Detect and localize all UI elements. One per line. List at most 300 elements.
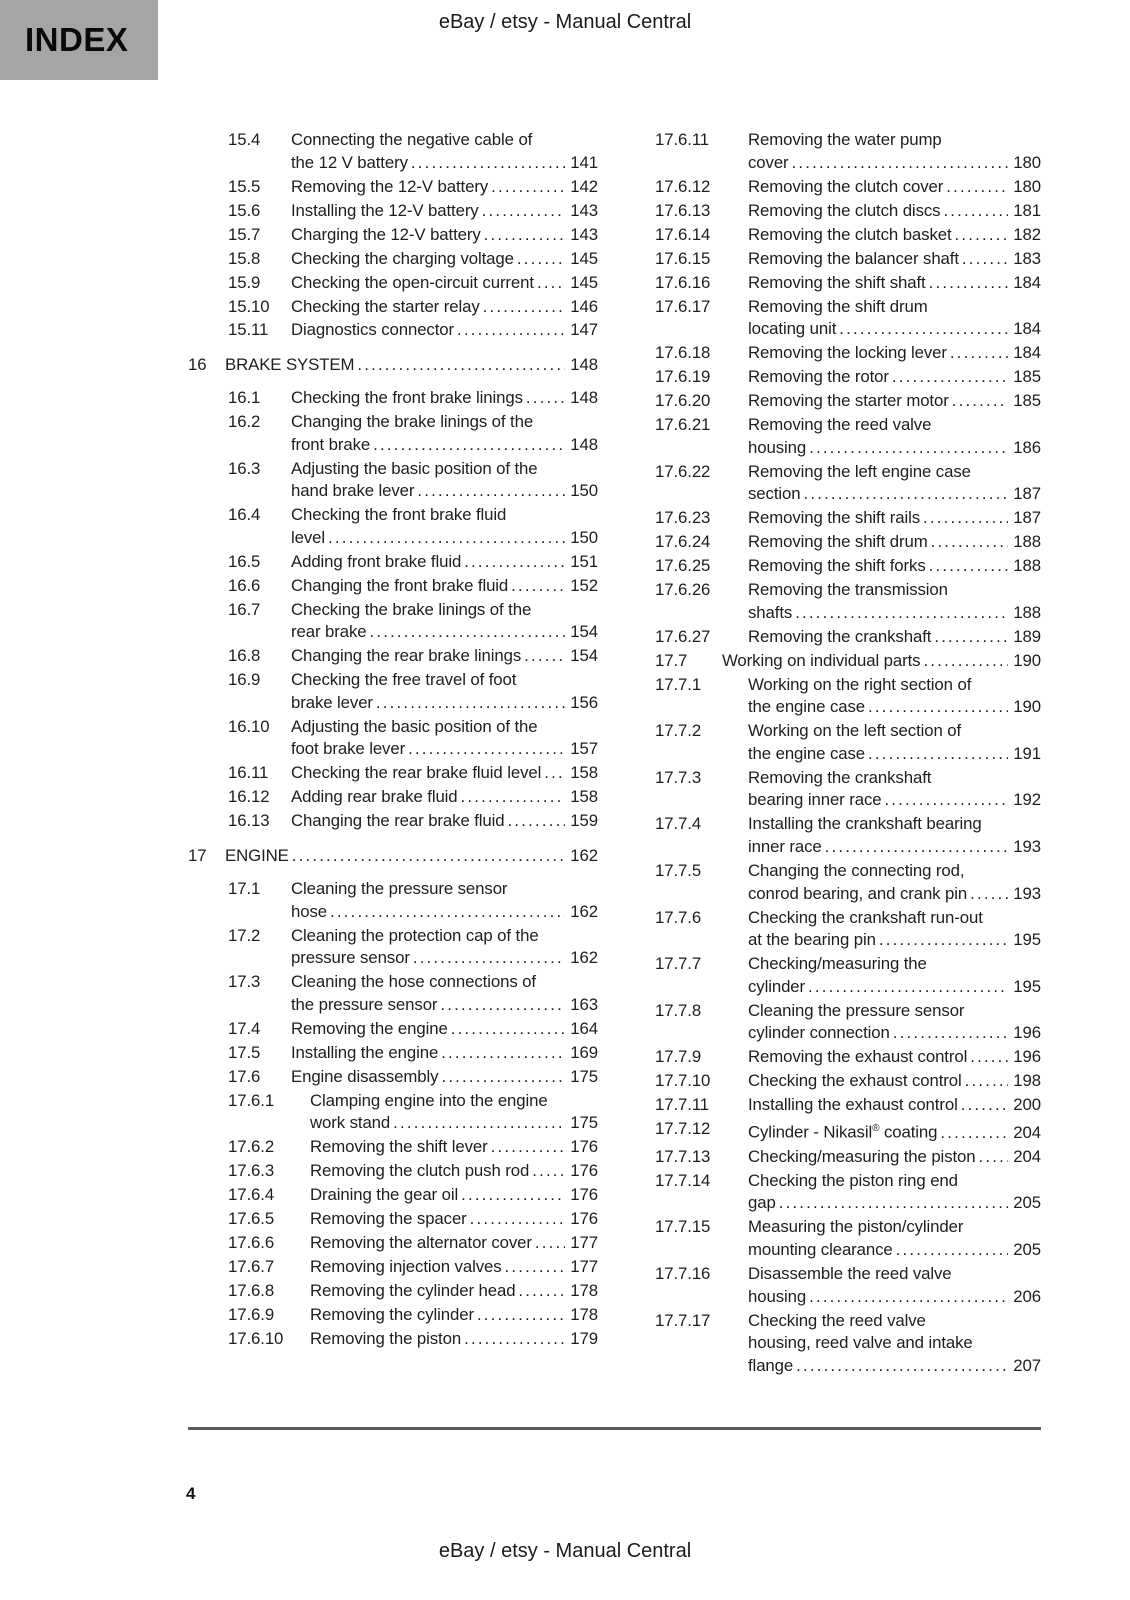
toc-entry-number: 16 — [188, 355, 207, 375]
toc-entry-text: Changing the front brake fluid — [291, 575, 509, 595]
toc-entry-number: 17.6.21 — [655, 415, 711, 435]
toc-entry-line — [748, 1022, 1041, 1045]
toc-entry-number: 17.6.12 — [655, 176, 711, 196]
toc-entry-text: Removing the shift drum — [748, 532, 928, 552]
toc-entry — [188, 845, 598, 868]
toc-entry — [655, 1000, 1041, 1045]
toc-entry-line — [722, 650, 1041, 673]
toc-entry-number: 15.10 — [228, 296, 270, 316]
toc-entry-line — [291, 387, 598, 410]
toc-entry-text: Removing the shift forks — [748, 556, 926, 576]
toc-entry-line: Cleaning the hose connections of — [291, 972, 536, 992]
toc-entry-page: 184 — [1013, 272, 1041, 292]
toc-entry-number: 17.7.9 — [655, 1047, 702, 1067]
toc-column-left — [188, 129, 598, 1379]
toc-entry-body — [291, 925, 598, 970]
toc-entry-text: housing — [748, 437, 807, 457]
toc-entry — [188, 354, 598, 377]
dot-leader — [517, 248, 565, 271]
toc-entry — [655, 579, 1041, 624]
dot-leader — [808, 976, 1008, 999]
toc-entry-page: 187 — [1013, 508, 1041, 528]
toc-entry-body — [748, 1118, 1041, 1144]
toc-entry — [655, 1170, 1041, 1215]
toc-entry — [188, 810, 598, 833]
toc-entry-text: Checking the exhaust control — [748, 1071, 962, 1091]
toc-entry-text: the 12 V battery — [291, 152, 408, 172]
toc-entry-line — [310, 1184, 598, 1207]
toc-entry-text: Checking the charging voltage — [291, 248, 514, 268]
toc-entry-line: Removing the left engine case — [748, 461, 971, 481]
toc-entry-number: 17.6.13 — [655, 200, 711, 220]
toc-entry-body — [310, 1304, 598, 1327]
toc-entry-body — [291, 1018, 598, 1041]
toc-entry-text: Removing the shift rails — [748, 508, 921, 528]
toc-entry-text: the engine case — [748, 743, 865, 763]
dot-leader — [393, 1112, 565, 1135]
toc-entry — [188, 1184, 598, 1207]
toc-entry-page: 154 — [570, 622, 598, 642]
toc-entry-page: 177 — [570, 1233, 598, 1253]
toc-entry-line: Working on the left section of — [748, 721, 962, 741]
toc-entry — [655, 366, 1041, 389]
toc-entry — [188, 1090, 598, 1135]
toc-entry-page: 190 — [1013, 650, 1041, 670]
toc-entry-line — [291, 762, 598, 785]
toc-entry-text: Checking the front brake linings — [291, 388, 523, 408]
toc-entry-line — [748, 1118, 1041, 1144]
dot-leader — [970, 1046, 1008, 1069]
toc-entry-page: 182 — [1013, 224, 1041, 244]
toc-entry-number: 17.7.10 — [655, 1071, 711, 1091]
toc-entry-line — [291, 200, 598, 223]
toc-entry-line — [291, 152, 598, 175]
toc-entry-line — [310, 1112, 598, 1135]
toc-entry-text: rear brake — [291, 622, 367, 642]
toc-entry-number: 17.6.22 — [655, 461, 711, 481]
toc-entry-line: Removing the transmission — [748, 580, 948, 600]
toc-entry-text: gap — [748, 1193, 776, 1213]
toc-entry-text: Removing the rotor — [748, 367, 889, 387]
toc-entry-body — [748, 555, 1041, 578]
toc-entry-body — [291, 411, 598, 456]
toc-entry-body — [291, 296, 598, 319]
toc-entry-text: Removing the locking lever — [748, 343, 947, 363]
toc-entry-page: 147 — [570, 320, 598, 340]
toc-entry — [655, 626, 1041, 649]
toc-entry-line — [748, 602, 1041, 625]
dot-leader — [535, 1232, 565, 1255]
dot-leader — [526, 387, 565, 410]
toc-entry-page: 176 — [570, 1209, 598, 1229]
toc-entry-page: 196 — [1013, 1023, 1041, 1043]
footer-divider — [188, 1427, 1041, 1430]
toc-entry-page: 180 — [1013, 176, 1041, 196]
dot-leader — [970, 883, 1008, 906]
toc-entry-body — [748, 1170, 1041, 1215]
toc-entry-number: 17.6.26 — [655, 580, 711, 600]
toc-entry-text: housing — [748, 1286, 807, 1306]
toc-entry-body — [748, 296, 1041, 341]
toc-entry-line — [748, 483, 1041, 506]
toc-entry-line: Cleaning the pressure sensor — [748, 1000, 965, 1020]
toc-entry-page: 164 — [570, 1018, 598, 1038]
toc-entry-text: Removing the clutch cover — [748, 176, 944, 196]
toc-entry-line: Checking the crankshaft run-out — [748, 907, 983, 927]
toc-entry-page: 193 — [1013, 837, 1041, 857]
toc-entry-line — [291, 901, 598, 924]
toc-entry — [188, 1208, 598, 1231]
toc-entry-text: inner race — [748, 837, 822, 857]
toc-entry — [655, 674, 1041, 719]
dot-leader — [461, 1184, 565, 1207]
dot-leader — [868, 696, 1008, 719]
toc-entry-page: 186 — [1013, 437, 1041, 457]
toc-entry-page: 196 — [1013, 1047, 1041, 1067]
toc-entry — [655, 461, 1041, 506]
toc-entry-line — [291, 1066, 598, 1089]
toc-entry-text: Adding front brake fluid — [291, 551, 462, 571]
toc-entry-line — [748, 1070, 1041, 1093]
toc-entry-text: hand brake lever — [291, 481, 415, 501]
toc-entry-text: bearing inner race — [748, 790, 882, 810]
toc-entry-body — [748, 1263, 1041, 1308]
dot-leader — [408, 738, 565, 761]
toc-entry-page: 205 — [1013, 1193, 1041, 1213]
toc-entry-page: 152 — [570, 575, 598, 595]
toc-entry-number: 17.7.2 — [655, 721, 702, 741]
toc-entry-page: 175 — [570, 1113, 598, 1133]
toc-entry-page: 190 — [1013, 697, 1041, 717]
toc-entry-body — [310, 1136, 598, 1159]
toc-entry-line: housing, reed valve and intake — [748, 1333, 973, 1353]
toc-entry-page: 195 — [1013, 930, 1041, 950]
toc-entry-number: 17.6.7 — [228, 1257, 275, 1277]
toc-entry — [655, 813, 1041, 858]
dot-leader — [923, 507, 1008, 530]
toc-entry-body — [748, 342, 1041, 365]
toc-entry-text: Changing the rear brake linings — [291, 646, 522, 666]
toc-entry-line: Checking/measuring the — [748, 954, 927, 974]
toc-entry-body — [225, 845, 598, 868]
toc-entry-body — [291, 599, 598, 644]
toc-entry-line — [748, 976, 1041, 999]
toc-entry-page: 193 — [1013, 883, 1041, 903]
toc-entry — [655, 1094, 1041, 1117]
toc-entry-text: Removing the piston — [310, 1329, 462, 1349]
dot-leader — [962, 248, 1008, 271]
dot-leader — [884, 789, 1008, 812]
dot-leader — [796, 1355, 1008, 1378]
toc-entry-line: Cleaning the pressure sensor — [291, 879, 508, 899]
toc-entry-text: Checking the rear brake fluid level — [291, 763, 542, 783]
toc — [188, 129, 1041, 1379]
dot-leader — [809, 437, 1008, 460]
toc-entry-text: Removing the shift lever — [310, 1137, 488, 1157]
toc-entry-page: 148 — [570, 355, 598, 375]
toc-entry-text: Removing the exhaust control — [748, 1047, 968, 1067]
dot-leader — [461, 786, 566, 809]
toc-entry-line — [748, 318, 1041, 341]
toc-entry-line — [748, 1239, 1041, 1262]
toc-entry-page: 148 — [570, 434, 598, 454]
toc-entry-line — [310, 1256, 598, 1279]
toc-entry-text: Removing the 12-V battery — [291, 176, 489, 196]
toc-entry — [188, 1304, 598, 1327]
toc-entry-text: shafts — [748, 602, 793, 622]
toc-entry-number: 17 — [188, 846, 207, 866]
dot-leader — [537, 272, 565, 295]
toc-entry-text: Removing the balancer shaft — [748, 248, 959, 268]
toc-entry-line — [748, 342, 1041, 365]
toc-entry-page: 142 — [570, 176, 598, 196]
toc-entry-line: Checking the free travel of foot — [291, 670, 517, 690]
toc-entry-number: 16.7 — [228, 599, 261, 619]
toc-entry-text: Removing the spacer — [310, 1209, 467, 1229]
toc-entry — [188, 296, 598, 319]
toc-entry-body — [310, 1232, 598, 1255]
toc-entry-page: 178 — [570, 1281, 598, 1301]
toc-entry-text: mounting clearance — [748, 1240, 893, 1259]
toc-entry-text: Removing the cylinder — [310, 1305, 474, 1325]
toc-entry-line — [748, 152, 1041, 175]
toc-entry-number: 17.6.5 — [228, 1209, 275, 1229]
toc-entry — [655, 342, 1041, 365]
toc-entry-number: 17.7.5 — [655, 861, 702, 880]
toc-entry-line — [748, 224, 1041, 247]
toc-entry-page: 145 — [570, 272, 598, 292]
toc-entry-body — [310, 1256, 598, 1279]
toc-entry — [188, 272, 598, 295]
toc-entry-line — [748, 929, 1041, 952]
toc-entry — [655, 1146, 1041, 1169]
toc-entry-text: Removing the crankshaft — [748, 626, 932, 646]
dot-leader — [511, 575, 565, 598]
toc-entry-body — [748, 200, 1041, 223]
toc-entry-body — [748, 390, 1041, 413]
toc-entry-number: 15.9 — [228, 272, 261, 292]
toc-entry-body — [748, 579, 1041, 624]
toc-entry-body — [291, 319, 598, 342]
toc-entry-number: 17.7.3 — [655, 767, 702, 787]
toc-entry-number: 17.6.20 — [655, 391, 711, 411]
toc-entry-body — [291, 810, 598, 833]
dot-leader — [417, 480, 565, 503]
toc-entry-line: Adjusting the basic position of the — [291, 716, 538, 736]
toc-entry — [655, 720, 1041, 765]
toc-entry — [188, 762, 598, 785]
toc-entry-line — [291, 738, 598, 761]
toc-entry-number: 17.6.9 — [228, 1305, 275, 1325]
toc-entry-text: Checking the starter relay — [291, 296, 480, 316]
toc-entry-text: Cylinder - Nikasil® coating — [748, 1122, 938, 1142]
toc-entry-body — [291, 272, 598, 295]
toc-entry-line: Changing the connecting rod, — [748, 861, 965, 880]
toc-entry-body — [748, 531, 1041, 554]
toc-entry-line — [310, 1136, 598, 1159]
toc-entry-body — [291, 176, 598, 199]
toc-entry-line — [310, 1328, 598, 1351]
toc-entry — [655, 531, 1041, 554]
toc-entry-line — [748, 883, 1041, 906]
toc-entry — [655, 767, 1041, 812]
toc-entry-body — [748, 129, 1041, 174]
toc-entry-body — [748, 1046, 1041, 1069]
toc-entry-body — [291, 669, 598, 714]
toc-entry-page: 162 — [570, 846, 598, 866]
toc-entry-body — [291, 248, 598, 271]
toc-entry-text: Engine disassembly — [291, 1066, 439, 1086]
toc-entry-line — [748, 789, 1041, 812]
toc-entry-number: 15.4 — [228, 130, 261, 149]
toc-entry — [655, 860, 1041, 905]
toc-entry — [188, 878, 598, 923]
toc-entry-body — [748, 907, 1041, 952]
toc-entry-body — [310, 1090, 598, 1135]
toc-entry-number: 17.6 — [228, 1066, 261, 1086]
toc-entry-page: 188 — [1013, 602, 1041, 622]
toc-entry-body — [748, 626, 1041, 649]
toc-entry-number: 17.6.18 — [655, 343, 711, 363]
toc-entry-body — [310, 1208, 598, 1231]
toc-entry-page: 159 — [570, 811, 598, 831]
toc-entry — [655, 200, 1041, 223]
toc-entry-text: brake lever — [291, 692, 373, 712]
toc-entry-number: 17.7.12 — [655, 1119, 711, 1139]
dot-leader — [328, 527, 565, 550]
toc-entry-page: 188 — [1013, 556, 1041, 576]
toc-entry-body — [748, 1310, 1041, 1378]
toc-entry-body — [722, 650, 1041, 673]
toc-entry — [655, 390, 1041, 413]
toc-entry-page: 176 — [570, 1161, 598, 1181]
toc-entry-line: Measuring the piston/cylinder — [748, 1217, 964, 1237]
toc-entry — [188, 1160, 598, 1183]
toc-entry — [188, 786, 598, 809]
toc-entry-body — [291, 645, 598, 668]
toc-entry-line — [291, 296, 598, 319]
toc-entry-text: cylinder — [748, 976, 806, 996]
toc-entry-number: 16.11 — [228, 763, 269, 783]
dot-leader — [892, 366, 1008, 389]
dot-leader — [440, 994, 565, 1017]
toc-entry-text: foot brake lever — [291, 739, 406, 759]
toc-entry-text: hose — [291, 901, 327, 921]
toc-entry — [655, 555, 1041, 578]
toc-entry — [188, 248, 598, 271]
toc-entry-page: 158 — [570, 787, 598, 807]
toc-entry — [655, 224, 1041, 247]
toc-entry-number: 16.5 — [228, 551, 261, 571]
toc-entry-line: Disassemble the reed valve — [748, 1263, 952, 1283]
toc-entry-body — [291, 200, 598, 223]
toc-entry-page: 195 — [1013, 976, 1041, 996]
toc-entry-body — [291, 458, 598, 503]
dot-leader — [809, 1286, 1008, 1309]
toc-entry-text: Draining the gear oil — [310, 1185, 459, 1205]
toc-entry-text: Working on individual parts — [722, 650, 921, 670]
toc-entry — [188, 411, 598, 456]
toc-entry — [188, 1328, 598, 1351]
toc-entry-number: 17.6.6 — [228, 1233, 275, 1253]
toc-entry-text: work stand — [310, 1113, 391, 1133]
dot-leader — [464, 1328, 565, 1351]
toc-entry-page: 191 — [1013, 743, 1041, 763]
toc-entry-text: Removing the alternator cover — [310, 1233, 532, 1253]
toc-entry-number: 17.7.4 — [655, 814, 702, 834]
toc-entry-line: Working on the right section of — [748, 674, 972, 694]
toc-entry-page: 157 — [570, 739, 598, 759]
toc-entry-number: 16.1 — [228, 388, 261, 408]
toc-entry-page: 200 — [1013, 1095, 1041, 1115]
toc-entry-number: 17.6.1 — [228, 1090, 275, 1110]
dot-leader — [470, 1208, 566, 1231]
toc-entry-number: 16.6 — [228, 575, 261, 595]
toc-entry-number: 17.7.15 — [655, 1217, 711, 1237]
toc-entry-line — [291, 692, 598, 715]
toc-entry-body — [748, 1000, 1041, 1045]
toc-entry-page: 143 — [570, 200, 598, 220]
toc-entry-body — [748, 953, 1041, 998]
toc-entry-text: flange — [748, 1355, 794, 1375]
toc-entry-page: 177 — [570, 1257, 598, 1277]
toc-entry-body — [291, 878, 598, 923]
dot-leader — [923, 650, 1008, 673]
toc-entry-line — [748, 200, 1041, 223]
dot-leader — [464, 551, 565, 574]
toc-entry — [188, 224, 598, 247]
dot-leader — [779, 1192, 1009, 1215]
toc-entry — [188, 669, 598, 714]
header-title: eBay / etsy - Manual Central — [438, 11, 692, 33]
toc-entry-body — [748, 767, 1041, 812]
toc-entry-number: 15.5 — [228, 176, 261, 196]
toc-entry-number: 16.10 — [228, 716, 270, 736]
toc-entry-body — [291, 1066, 598, 1089]
toc-entry-line — [748, 272, 1041, 295]
toc-entry-text: Removing the engine — [291, 1018, 448, 1038]
toc-entry-line — [748, 696, 1041, 719]
toc-entry-number: 17.6.11 — [655, 130, 710, 149]
toc-entry-line — [310, 1208, 598, 1231]
dot-leader — [952, 390, 1009, 413]
toc-entry-line — [291, 994, 598, 1017]
toc-entry-number: 16.8 — [228, 646, 261, 666]
toc-entry-line: Checking the front brake fluid — [291, 505, 507, 525]
toc-entry-number: 17.6.14 — [655, 224, 711, 244]
toc-entry-body — [291, 1042, 598, 1065]
toc-entry-text: BRAKE SYSTEM — [225, 355, 355, 375]
toc-entry-page: 178 — [570, 1305, 598, 1325]
toc-entry-line — [291, 480, 598, 503]
toc-entry — [188, 599, 598, 644]
toc-entry — [655, 650, 1041, 673]
toc-entry — [188, 319, 598, 342]
dot-leader — [961, 1094, 1009, 1117]
toc-entry-text: Changing the rear brake fluid — [291, 811, 505, 831]
toc-entry-line — [291, 947, 598, 970]
toc-entry-body — [291, 716, 598, 761]
toc-entry-line: Removing the water pump — [748, 130, 942, 149]
toc-entry — [188, 575, 598, 598]
toc-entry-body — [310, 1184, 598, 1207]
toc-entry-text: the pressure sensor — [291, 994, 438, 1014]
toc-entry-number: 17.2 — [228, 925, 261, 945]
dot-leader — [330, 901, 565, 924]
toc-entry-line — [291, 176, 598, 199]
dot-leader — [893, 1022, 1009, 1045]
dot-leader — [792, 152, 1009, 175]
